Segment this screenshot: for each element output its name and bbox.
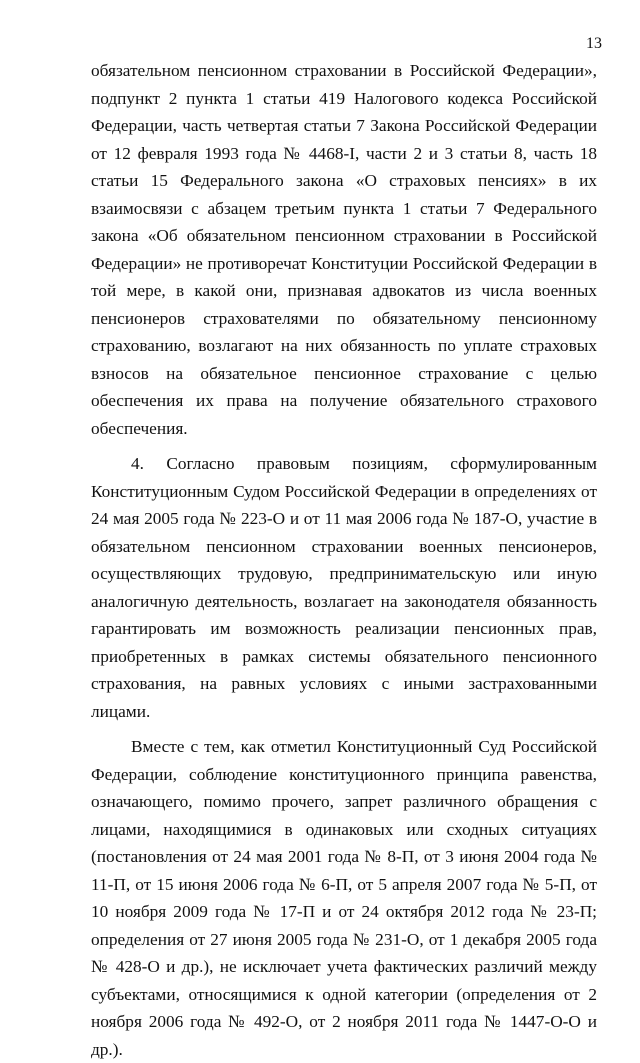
paragraph-gap [91,442,597,450]
document-body [91,57,597,1063]
paragraph-equality-principle: Вместе с тем, как отметил Конституционный Суд Российской Федерации, соблюдение конституционного принципа равенства, означающего, помимо прочего, запрет различного обращения с лицами, находящимися в одинаковых или сходных ситуациях (постановления от 24 мая 2001 года № 8-П, от 3 июня 2004 года № 11-П, от 15 июня 2006 года № 6-П, от 5 апреля 2007 года № 5-П, от 10 ноября 2009 года № 17-П и от 24 октября 2012 года № 23-П; определения от 27 июня 2005 года № 231-О, от 1 декабря 2005 года № 428-О и др.), не исключает учета фактических различий между субъектами, относящимися к одной категории (определения от 2 ноября 2006 года № 492-О, от 2 ноября 2011 года № 1447-О-О и др.). [91,737,597,1059]
paragraph-continuation: обязательном пенсионном страховании в Российской Федерации», подпункт 2 пункта 1 статьи 419 Налогового кодекса Российской Федерации, часть четвертая статьи 7 Закона Российской Федерации от 12 февраля 1993 года № 4468-I, части 2 и 3 статьи 8, часть 18 статьи 15 Федерального закона «О страховых пенсиях» в их взаимосвязи с абзацем третьим пункта 1 статьи 7 Федерального закона «Об обязательном пенсионном страховании в Российской Федерации» не противоречат Конституции Российской Федерации в той мере, в какой они, признавая адвокатов из числа военных пенсионеров страхователями по обязательному пенсионному страхованию, возлагают на них обязанность по уплате страховых взносов на обязательное пенсионное страхование с целью обеспечения их права на получение обязательного страхового обеспечения. [91,61,597,438]
paragraph-gap [91,725,597,733]
paragraph-item-4: 4. Согласно правовым позициям, сформулированным Конституционным Судом Российской Федерации в определениях от 24 мая 2005 года № 223-О и от 11 мая 2006 года № 187-О, участие в обязательном пенсионном страховании военных пенсионеров, осуществляющих трудовую, предпринимательскую или иную аналогичную деятельность, возлагает на законодателя обязанность гарантировать им возможность реализации пенсионных прав, приобретенных в рамках системы обязательного пенсионного страхования, на равных условиях с иными застрахованными лицами. [91,454,597,721]
page-number: 13 [586,35,602,52]
